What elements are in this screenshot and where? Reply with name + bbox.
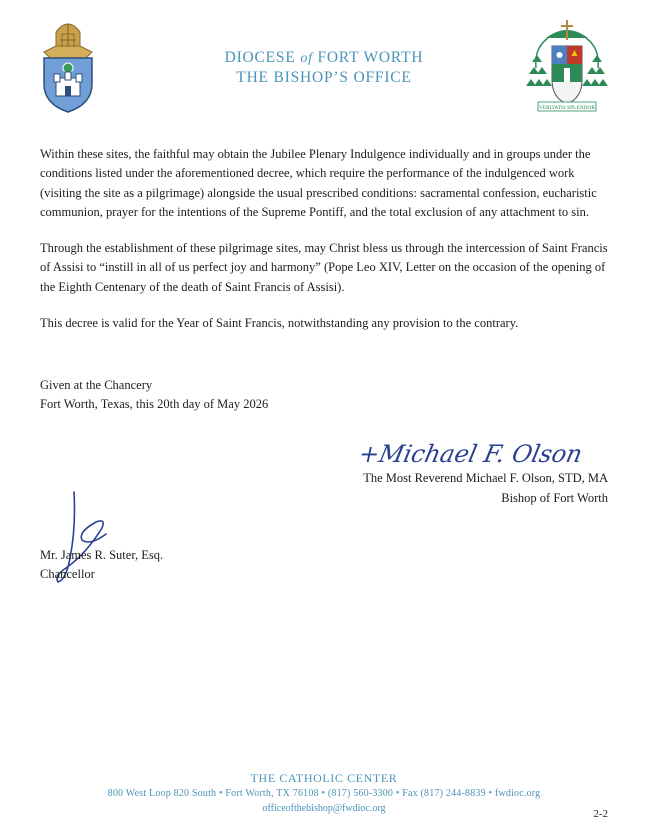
decree-body: [40, 145, 608, 350]
bishop-title: Bishop of Fort Worth: [501, 491, 608, 505]
footer-email: officeofthebishop@fwdioc.org: [262, 803, 386, 814]
paragraph-blessing: Through the establishment of these pilgrimage sites, may Christ bless us through the intercession of Saint Francis of Assisi to “instill in all of us perfect joy and harmony” (Pope Leo XIV, Letter on the occasion of the opening of the Eighth Centenary of the death of Saint Francis of Assisi).: [40, 241, 608, 294]
letterhead-footer: [0, 770, 648, 816]
paragraph-validity: This decree is valid for the Year of Saint Francis, notwithstanding any provision to the contrary.: [40, 316, 519, 331]
bishop-signature-text: +Michael F. Olson: [356, 439, 586, 468]
chancellor-signature-block: [40, 546, 163, 584]
chancellor-title: Chancellor: [40, 567, 95, 581]
diocese-name-line: [200, 48, 448, 68]
bishop-name: The Most Reverend Michael F. Olson, STD, MA: [363, 471, 608, 485]
bishop-signature: [356, 432, 586, 472]
given-at-block: [40, 376, 268, 414]
city-name: FORT WORTH: [317, 49, 424, 66]
letterhead-title: [200, 48, 448, 87]
given-at-line: Given at the Chancery: [40, 378, 153, 392]
paragraph-indulgence: Within these sites, the faithful may obtain the Jubilee Plenary Indulgence individually and in groups under the conditions listed under the aforementioned decree, which require the performance of the indulgenced work (visiting the site as a pilgrimage) alongside the usual prescribed conditions: sacramental confession, eucharistic communion, prayer for the intentions of the Supreme Pontiff, and the total exclusion of any attachment to sin.: [40, 147, 597, 219]
office-name: THE BISHOP’S OFFICE: [236, 69, 412, 86]
diocese-of-word: of: [300, 51, 313, 66]
given-date-line: Fort Worth, Texas, this 20th day of May 2026: [40, 397, 269, 411]
motto-text: VERITATIS SPLENDOR: [538, 105, 596, 111]
letterhead: [0, 0, 648, 130]
page-number: 2-2: [593, 808, 608, 820]
bishop-signature-block: [363, 468, 608, 508]
bishop-coat-of-arms: [526, 18, 608, 114]
chancellor-name: Mr. James R. Suter, Esq.: [40, 548, 164, 562]
footer-address: 800 West Loop 820 South • Fort Worth, TX 76108 • (817) 560-3300 • Fax (817) 244-8839 • fwdioc.org: [107, 788, 541, 799]
diocese-word: DIOCESE: [224, 49, 296, 66]
footer-center-name: THE CATHOLIC CENTER: [250, 771, 398, 785]
diocese-coat-of-arms: [40, 18, 96, 114]
